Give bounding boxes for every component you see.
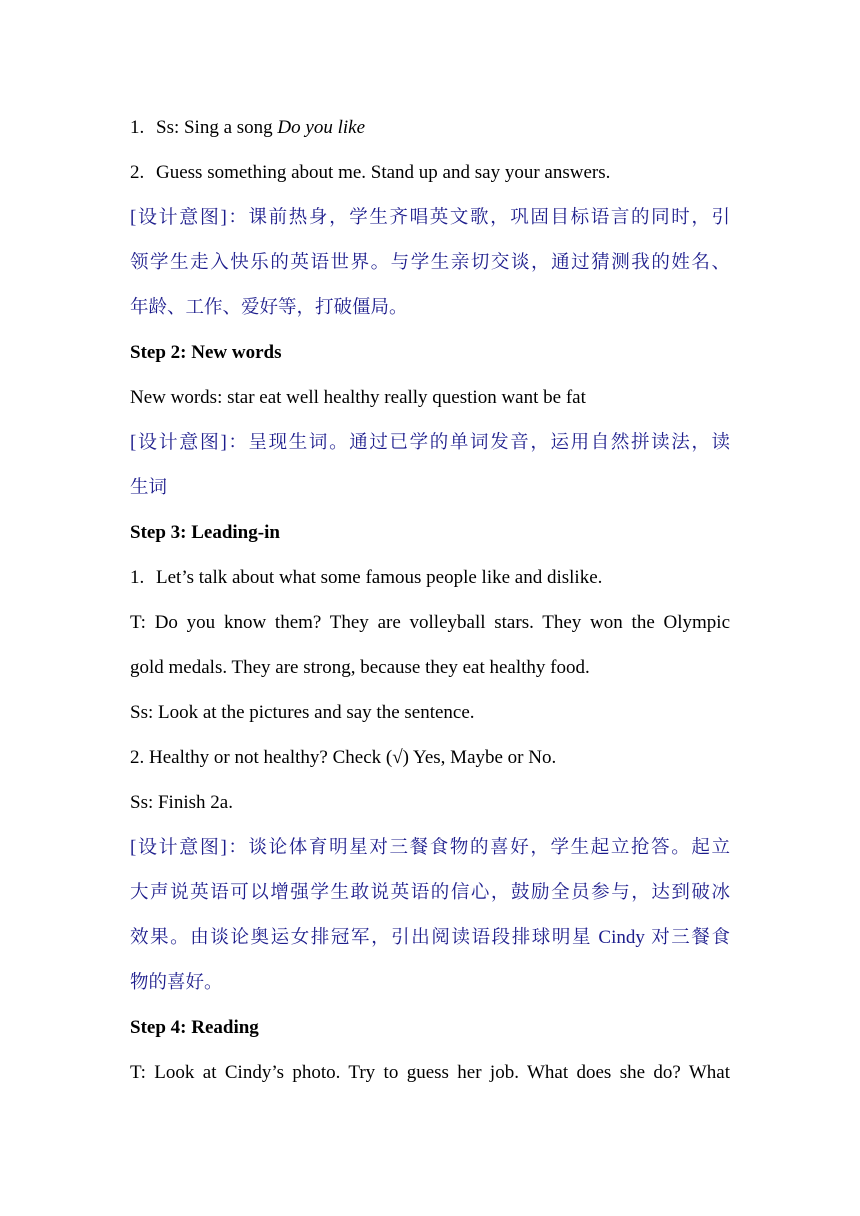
step-heading: Step 2: New words	[130, 342, 282, 363]
list-text: Guess something about me. Stand up and say your answers.	[156, 162, 611, 183]
list-number: 2.	[130, 162, 145, 183]
design-note-line	[130, 240, 730, 285]
list-text: Ss: Sing a song	[156, 117, 278, 138]
warmup-item-1	[130, 105, 730, 150]
design-note-text: ：呈现生词。通过已学的单词发音，运用自然拼读法，读	[226, 432, 730, 453]
design-note-text: ：谈论体育明星对三餐食物的喜好，学生起立抢答。起立	[226, 837, 730, 858]
design-note-line	[130, 420, 730, 465]
design-note-text: ：课前热身，学生齐唱英文歌，巩固目标语言的同时，引	[226, 207, 730, 228]
design-note-text: 生词	[130, 477, 168, 498]
design-note-text: 对三餐食	[651, 927, 730, 948]
design-note-line	[130, 195, 730, 240]
design-note-line	[130, 285, 730, 330]
song-title: Do you like	[277, 117, 365, 138]
step-heading: Step 3: Leading-in	[130, 522, 280, 543]
teacher-line: T: Look at Cindy’s photo. Try to guess her job. What does she do? What	[130, 1062, 730, 1083]
teacher-line: gold medals. They are strong, because they eat healthy food.	[130, 657, 590, 678]
list-number: 1.	[130, 117, 145, 138]
students-line: Ss: Look at the pictures and say the sentence.	[130, 702, 475, 723]
list-number: 1.	[130, 567, 145, 588]
new-words-line: New words: star eat well healthy really question want be fat	[130, 387, 586, 408]
leading-in-item-2: 2. Healthy or not healthy? Check (√) Yes, Maybe or No.	[130, 747, 557, 768]
design-note-text: 年龄、工作、爱好等，打破僵局。	[130, 297, 408, 318]
design-note-line	[130, 870, 730, 915]
design-note-line	[130, 825, 730, 870]
students-line: Ss: Finish 2a.	[130, 792, 233, 813]
design-note-text: 物的喜好。	[130, 972, 223, 993]
design-note-text: 大声说英语可以增强学生敢说英语的信心，鼓励全员参与，达到破冰	[130, 882, 730, 903]
design-note-line	[130, 915, 730, 960]
design-note-label: [设计意图]	[130, 432, 227, 453]
document-page	[130, 105, 730, 1095]
leading-in-item-1	[130, 555, 730, 600]
list-text: Let’s talk about what some famous people like and dislike.	[156, 567, 603, 588]
design-note-line	[130, 465, 730, 510]
step-heading: Step 4: Reading	[130, 1017, 259, 1038]
warmup-item-2	[130, 150, 730, 195]
design-note-text: 领学生走入快乐的英语世界。与学生亲切交谈，通过猜测我的姓名、	[130, 252, 730, 273]
design-note-label: [设计意图]	[130, 207, 227, 228]
teacher-line: T: Do you know them? They are volleyball stars. They won the Olympic	[130, 612, 730, 633]
design-note-label: [设计意图]	[130, 837, 227, 858]
design-note-line	[130, 960, 730, 1005]
student-name: Cindy	[592, 927, 652, 948]
design-note-text: 效果。由谈论奥运女排冠军，引出阅读语段排球明星	[130, 927, 593, 948]
